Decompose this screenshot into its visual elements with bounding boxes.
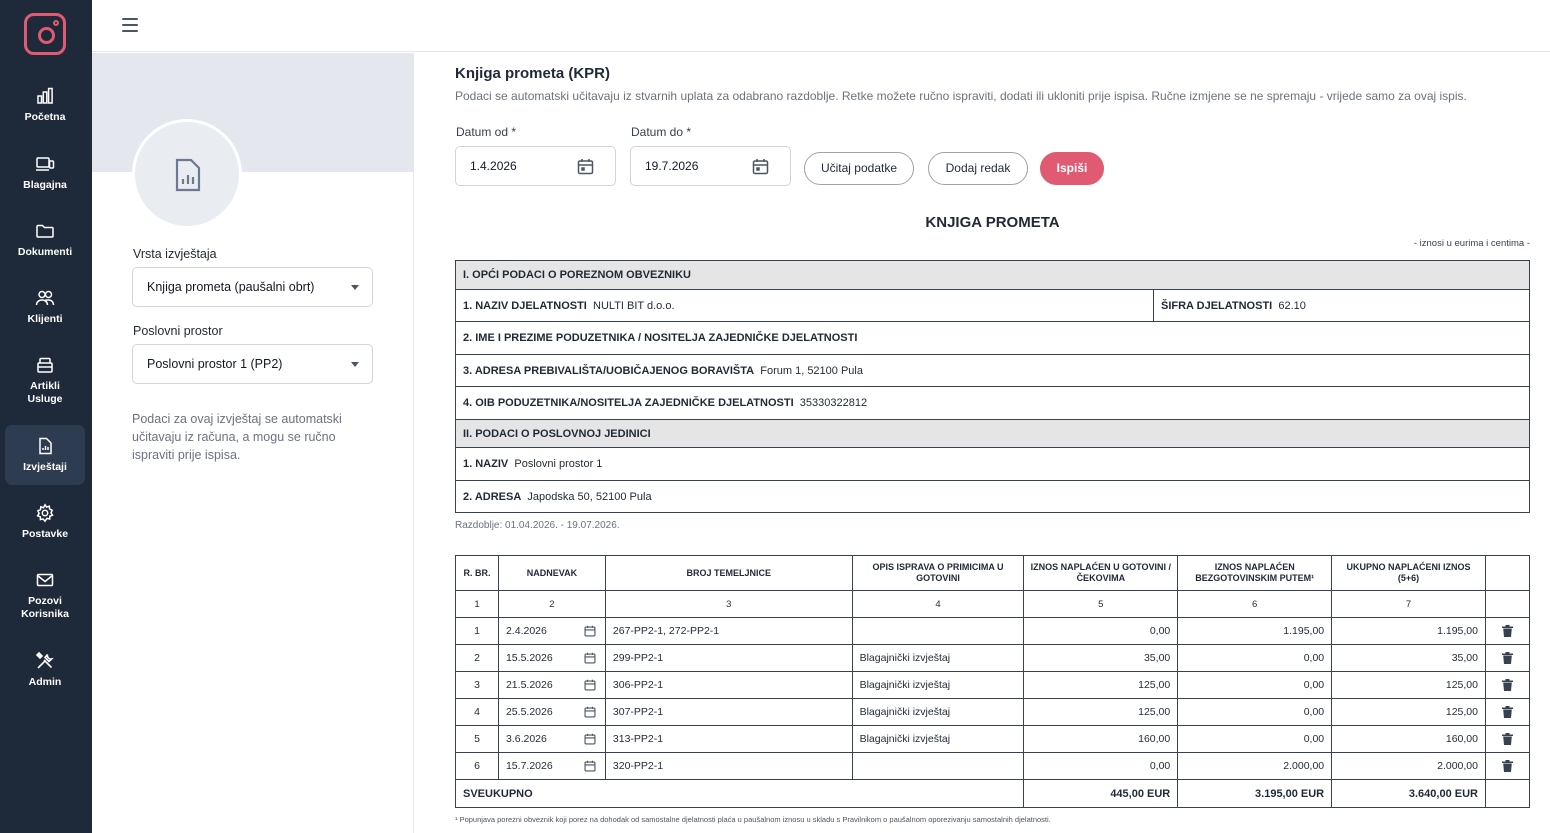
total-noncash: 3.195,00 EUR	[1178, 780, 1332, 808]
row-ref[interactable]: 306-PP2-1	[605, 672, 852, 699]
row-ref[interactable]: 320-PP2-1	[605, 753, 852, 780]
sidebar-item-pocetna[interactable]	[5, 86, 85, 132]
row-total: 125,00	[1332, 672, 1486, 699]
unit-name-value: Poslovni prostor 1	[514, 458, 603, 470]
laptop-icon	[35, 154, 55, 174]
row-date-input[interactable]	[498, 645, 605, 672]
calendar-icon[interactable]	[584, 706, 596, 718]
sidebar	[0, 0, 92, 833]
table-row	[456, 699, 1530, 726]
row-description[interactable]	[852, 753, 1024, 780]
sidebar-item-label: Artikli Usluge	[27, 380, 63, 405]
business-unit-label: Poslovni prostor	[133, 324, 223, 338]
row-number: 6	[456, 753, 499, 780]
row-date-input[interactable]	[498, 726, 605, 753]
total-sum: 3.640,00 EUR	[1332, 780, 1486, 808]
oib-value: 35330322812	[799, 397, 868, 409]
col-number: 5	[1024, 591, 1178, 618]
row-cash[interactable]: 160,00	[1024, 726, 1178, 753]
sidebar-item-label: Izvještaji	[23, 461, 67, 473]
row-number: 4	[456, 699, 499, 726]
row-noncash[interactable]: 0,00	[1178, 645, 1332, 672]
date-to-input[interactable]	[630, 146, 791, 186]
row-date-input[interactable]	[498, 699, 605, 726]
table-row	[456, 645, 1530, 672]
report-title: KNJIGA PROMETA	[925, 214, 1060, 231]
kpr-rows	[456, 618, 1530, 780]
section-header: II. PODACI O POSLOVNOJ JEDINICI	[456, 420, 1530, 448]
row-noncash[interactable]: 1.195,00	[1178, 618, 1332, 645]
sidebar-item-izvjestaji[interactable]	[5, 425, 85, 485]
caret-down-icon	[351, 285, 359, 290]
date-to-label: Datum do *	[631, 125, 692, 139]
report-file-icon	[35, 436, 55, 456]
total-empty	[1485, 780, 1529, 808]
row-ref[interactable]: 313-PP2-1	[605, 726, 852, 753]
calendar-icon[interactable]	[752, 158, 769, 175]
sidebar-item-klijenti[interactable]	[5, 288, 85, 334]
col-number: 1	[456, 591, 499, 618]
residence-address-value: Forum 1, 52100 Pula	[760, 364, 863, 377]
residence-address-label: 3. ADRESA PREBIVALIŠTA/UOBIČAJENOG BORAVIŠTA	[463, 364, 755, 377]
top-bar	[92, 0, 1550, 52]
row-number: 3	[456, 672, 499, 699]
row-total: 2.000,00	[1332, 753, 1486, 780]
row-description[interactable]	[852, 618, 1024, 645]
kpr-table	[455, 555, 1530, 808]
add-row-button[interactable]: Dodaj redak	[928, 152, 1028, 185]
activity-code-value: 62.10	[1278, 299, 1306, 312]
trash-icon[interactable]	[1502, 625, 1513, 637]
col-header: IZNOS NAPLAĆEN U GOTOVINI / ČEKOVIMA	[1024, 556, 1178, 591]
row-date-input[interactable]	[498, 672, 605, 699]
unit-address-cell	[456, 481, 1530, 513]
users-icon	[35, 288, 55, 308]
col-header: IZNOS NAPLAĆEN BEZGOTOVINSKIM PUTEM¹	[1178, 556, 1332, 591]
total-label: SVEUKUPNO	[456, 780, 1024, 808]
row-ref[interactable]: 267-PP2-1, 272-PP2-1	[605, 618, 852, 645]
sidebar-item-label: Pozovi Korisnika	[21, 595, 69, 620]
row-total: 35,00	[1332, 645, 1486, 672]
col-header: UKUPNO NAPLAĆENI IZNOS (5+6)	[1332, 556, 1486, 591]
page-subtitle: Podaci se automatski učitavaju iz stvarnih uplata za odabrano razdoblje. Retke možete ručno ispraviti, dodati ili ukloniti prije ispisa. Ručne izmjene se ne spremaju - vrijede samo za ovaj ispis.	[455, 89, 1467, 103]
col-number: 3	[605, 591, 852, 618]
col-number: 2	[498, 591, 605, 618]
print-button[interactable]: Ispiši	[1040, 152, 1104, 185]
calendar-icon[interactable]	[584, 625, 596, 637]
table-row	[456, 726, 1530, 753]
date-from-label: Datum od *	[456, 125, 517, 139]
calendar-icon[interactable]	[584, 733, 596, 745]
calendar-icon[interactable]	[584, 679, 596, 691]
date-from-value: 1.4.2026	[470, 159, 517, 173]
business-unit-value: Poslovni prostor 1 (PP2)	[147, 357, 283, 371]
total-cash: 445,00 EUR	[1024, 780, 1178, 808]
sidebar-item-admin[interactable]	[5, 651, 85, 697]
table-row	[456, 618, 1530, 645]
col-number: 6	[1178, 591, 1332, 618]
sidebar-item-label: Klijenti	[27, 313, 63, 325]
delete-row-button[interactable]	[1485, 753, 1529, 780]
calendar-icon[interactable]	[584, 760, 596, 772]
camera-logo-icon[interactable]	[24, 13, 66, 55]
caret-down-icon	[351, 362, 359, 367]
sidebar-item-postavke[interactable]	[5, 503, 85, 549]
activity-name-label: 1. NAZIV DJELATNOSTI	[463, 299, 587, 312]
row-description[interactable]: Blagajnički izvještaj	[852, 672, 1024, 699]
trash-icon[interactable]	[1502, 733, 1513, 745]
row-date: 25.5.2026	[505, 706, 553, 718]
activity-name-cell	[456, 290, 1154, 322]
oib-label: 4. OIB PODUZETNIKA/NOSITELJA ZAJEDNIČKE DJELATNOSTI	[463, 397, 794, 409]
row-number: 1	[456, 618, 499, 645]
row-description[interactable]: Blagajnički izvještaj	[852, 645, 1024, 672]
row-cash[interactable]: 125,00	[1024, 672, 1178, 699]
row-ref[interactable]: 307-PP2-1	[605, 699, 852, 726]
col-number-empty	[1485, 591, 1529, 618]
taxpayer-info-table	[455, 260, 1530, 513]
calendar-icon[interactable]	[584, 652, 596, 664]
col-number: 7	[1332, 591, 1486, 618]
owner-name-cell	[456, 322, 1530, 355]
owner-name-label: 2. IME I PREZIME PODUZETNIKA / NOSITELJA ZAJEDNIČKE DJELATNOSTI	[463, 332, 858, 344]
col-header: NADNEVAK	[498, 556, 605, 591]
row-description[interactable]: Blagajnički izvještaj	[852, 726, 1024, 753]
report-period: Razdoblje: 01.04.2026. - 19.07.2026.	[455, 520, 620, 531]
report-file-icon	[173, 158, 203, 192]
sidebar-item-artikli-usluge[interactable]	[5, 355, 85, 411]
row-description[interactable]: Blagajnički izvještaj	[852, 699, 1024, 726]
row-total: 125,00	[1332, 699, 1486, 726]
bar-chart-icon	[35, 86, 55, 106]
footnote: ¹ Popunjava porezni obveznik koji porez na dohodak od samostalne djelatnosti plaća u paušalnom iznosu u skladu s Pravilnikom o paušalnom oporezivanju samostalnih djelatnosti.	[455, 815, 1051, 824]
row-date-input[interactable]	[498, 618, 605, 645]
row-ref[interactable]: 299-PP2-1	[605, 645, 852, 672]
business-unit-select[interactable]	[132, 344, 373, 384]
sidebar-item-label: Blagajna	[23, 179, 67, 191]
delete-row-button[interactable]	[1485, 645, 1529, 672]
trash-icon[interactable]	[1502, 679, 1513, 691]
sidebar-item-pozovi-korisnika[interactable]	[5, 570, 85, 626]
table-row	[456, 672, 1530, 699]
activity-code-cell	[1154, 290, 1530, 322]
col-header: BROJ TEMELJNICE	[605, 556, 852, 591]
row-noncash[interactable]: 0,00	[1178, 699, 1332, 726]
trash-icon[interactable]	[1502, 652, 1513, 664]
folder-icon	[35, 221, 55, 241]
row-cash[interactable]: 125,00	[1024, 699, 1178, 726]
col-number: 4	[852, 591, 1024, 618]
delete-row-button[interactable]	[1485, 726, 1529, 753]
inbox-icon	[35, 355, 55, 375]
mail-icon	[35, 570, 55, 590]
activity-name-value: NULTI BIT d.o.o.	[593, 299, 675, 312]
row-number: 2	[456, 645, 499, 672]
residence-address-cell	[456, 355, 1530, 387]
row-date: 2.4.2026	[505, 625, 547, 637]
report-settings-panel	[92, 53, 414, 833]
load-data-button[interactable]: Učitaj podatke	[804, 152, 914, 185]
trash-icon[interactable]	[1502, 760, 1513, 772]
report-type-label: Vrsta izvještaja	[133, 247, 217, 261]
row-number: 5	[456, 726, 499, 753]
date-from-input[interactable]	[455, 146, 616, 186]
row-date: 21.5.2026	[505, 679, 553, 691]
report-currency-note: - iznosi u eurima i centima -	[1413, 238, 1530, 249]
unit-name-cell	[456, 448, 1530, 481]
unit-name-label: 1. NAZIV	[463, 458, 509, 470]
sidebar-item-label: Početna	[24, 111, 66, 123]
row-total: 160,00	[1332, 726, 1486, 753]
oib-cell	[456, 387, 1530, 420]
col-header: OPIS ISPRAVA O PRIMICIMA U GOTOVINI	[852, 556, 1024, 591]
report-avatar	[132, 119, 242, 229]
row-noncash[interactable]: 0,00	[1178, 726, 1332, 753]
report-type-select[interactable]	[132, 267, 373, 307]
row-total: 1.195,00	[1332, 618, 1486, 645]
sidebar-item-blagajna[interactable]	[5, 154, 85, 200]
date-to-value: 19.7.2026	[645, 159, 699, 173]
unit-address-label: 2. ADRESA	[463, 490, 522, 503]
hamburger-icon[interactable]	[122, 18, 138, 32]
col-header-actions	[1485, 556, 1529, 591]
gear-icon	[35, 503, 55, 523]
delete-row-button[interactable]	[1485, 672, 1529, 699]
row-date: 3.6.2026	[505, 733, 547, 745]
section-header: I. OPĆI PODACI O POREZNOM OBVEZNIKU	[456, 261, 1530, 290]
trash-icon[interactable]	[1502, 706, 1513, 718]
row-cash[interactable]: 35,00	[1024, 645, 1178, 672]
col-header: R. BR.	[456, 556, 499, 591]
row-date: 15.5.2026	[505, 652, 553, 664]
tools-icon	[35, 651, 55, 671]
unit-address-value: Japodska 50, 52100 Pula	[527, 490, 652, 503]
report-type-value: Knjiga prometa (paušalni obrt)	[147, 280, 315, 294]
sidebar-item-label: Postavke	[21, 528, 69, 540]
panel-help-text: Podaci za ovaj izvještaj se automatski učitavaju iz računa, a mogu se ručno ispraviti prije ispisa.	[132, 412, 342, 462]
sidebar-item-dokumenti[interactable]	[5, 221, 85, 267]
sidebar-item-label: Admin	[28, 676, 62, 688]
sidebar-item-label: Dokumenti	[17, 246, 73, 258]
row-noncash[interactable]: 0,00	[1178, 672, 1332, 699]
calendar-icon[interactable]	[577, 158, 594, 175]
row-date-input[interactable]	[498, 753, 605, 780]
row-date: 15.7.2026	[505, 760, 553, 772]
activity-code-label: ŠIFRA DJELATNOSTI	[1161, 299, 1273, 312]
page-title: Knjiga prometa (KPR)	[455, 65, 611, 82]
table-row	[456, 753, 1530, 780]
delete-row-button[interactable]	[1485, 618, 1529, 645]
delete-row-button[interactable]	[1485, 699, 1529, 726]
row-cash[interactable]: 0,00	[1024, 753, 1178, 780]
row-cash[interactable]: 0,00	[1024, 618, 1178, 645]
row-noncash[interactable]: 2.000,00	[1178, 753, 1332, 780]
